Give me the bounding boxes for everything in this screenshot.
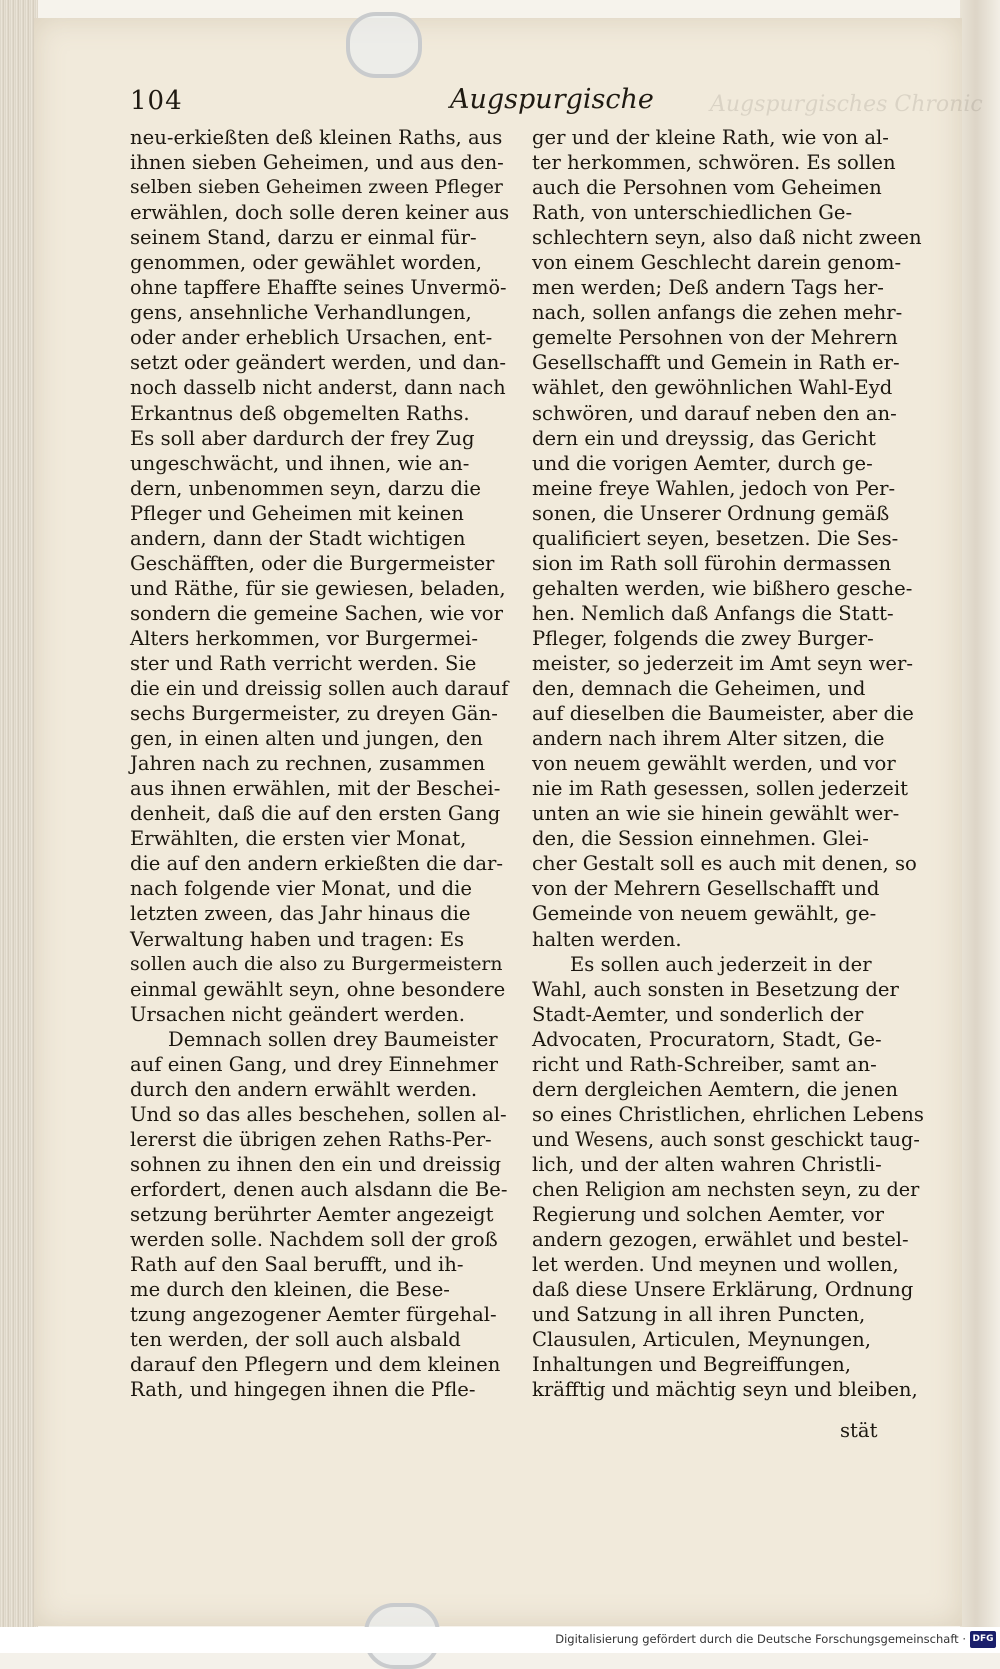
text-line: Gemeinde von neuem gewählt, ge- [532,902,877,926]
text-line: ger und der kleine Rath, wie von al- [532,126,889,149]
text-line: lich, und der alten wahren Christli- [532,1152,882,1176]
text-line: neu-erkießten deß kleinen Raths, aus [130,126,503,149]
text-line: nie im Rath gesessen, sollen jederzeit [532,777,909,801]
text-line: Und so das alles beschehen, sollen al- [130,1102,507,1126]
text-line: genommen, oder gewählet worden, [130,251,483,275]
page-number: 104 [130,86,183,116]
text-line: seinem Stand, darzu er einmal für- [130,226,477,250]
text-line: die ein und dreissig sollen auch darauf [130,677,509,701]
text-line: Rath auf den Saal berufft, und ih- [130,1253,464,1277]
text-line: tzung angezogener Aemter fürgehal- [130,1303,497,1327]
text-line: andern nach ihrem Alter sitzen, die [532,727,885,751]
text-line: daß diese Unsere Erklärung, Ordnung [532,1278,914,1302]
text-line: Advocaten, Procuratorn, Stadt, Ge- [532,1027,882,1051]
text-line: Rath, und hingegen ihnen die Pfle- [130,1378,476,1402]
text-line: Erwählten, die ersten vier Monat, [130,827,467,851]
text-line: ster und Rath verricht werden. Sie [130,651,477,675]
text-line: Pfleger und Geheimen mit keinen [130,501,464,525]
text-column-left [130,125,510,1402]
text-line: Demnach sollen drey Baumeister [168,1027,498,1051]
text-line: denheit, daß die auf den ersten Gang [130,802,501,826]
text-line: me durch den kleinen, die Bese- [130,1278,450,1302]
text-line: sonen, die Unserer Ordnung gemäß [532,501,890,525]
text-line: schlechtern seyn, also daß nicht zween [532,226,922,250]
text-line: Geschäfften, oder die Burgermeister [130,551,495,575]
text-line: dern ein und dreyssig, das Gericht [532,426,876,450]
text-line: und Wesens, auch sonst geschickt taug- [532,1127,920,1151]
text-line: andern gezogen, erwählet und bestel- [532,1228,909,1252]
text-line: noch dasselb nicht anderst, dann nach [130,376,506,400]
text-line: sion im Rath soll fürohin dermassen [532,551,892,575]
text-line: gens, ansehnliche Verhandlungen, [130,301,472,325]
text-line: richt und Rath-Schreiber, samt an- [532,1052,877,1076]
text-line: Inhaltungen und Begreiffungen, [532,1353,851,1377]
dfg-logo-icon: DFG [970,1631,996,1648]
text-line: kräfftig und mächtig seyn und bleiben, [532,1378,918,1402]
text-line: Es sollen auch jederzeit in der [570,952,872,976]
text-line: den, demnach die Geheimen, und [532,677,866,701]
text-line: hen. Nemlich daß Anfangs die Statt- [532,601,894,625]
text-line: und Räthe, für sie gewiesen, beladen, [130,576,506,600]
text-line: Alters herkommen, vor Burgermei- [130,626,479,650]
text-line: Gesellschafft und Gemein in Rath er- [532,351,900,375]
text-line: einmal gewählt seyn, ohne besondere [130,977,506,1001]
text-line: sondern die gemeine Sachen, wie vor [130,601,503,625]
text-line: wählet, den gewöhnlichen Wahl-Eyd [532,376,893,400]
page-stack-edge [0,0,38,1653]
text-line: Es soll aber dardurch der frey Zug [130,426,475,450]
text-line: andern, dann der Stadt wichtigen [130,526,466,550]
text-line: schwören, und darauf neben den an- [532,401,897,425]
text-line: den, die Session einnehmen. Glei- [532,827,869,851]
text-line: let werden. Und meynen und wollen, [532,1253,899,1277]
text-line: selben sieben Geheimen zween Pfleger [130,177,503,199]
text-line: ungeschwächt, und ihnen, wie an- [130,451,470,475]
text-line: letzten zween, das Jahr hinaus die [130,902,471,926]
bleed-through-text: Augspurgisches Chronic [710,92,983,117]
text-line: unten an wie sie hinein gewählt wer- [532,802,900,826]
text-line: Clausulen, Articulen, Meynungen, [532,1328,871,1352]
running-title: Augspurgische [450,84,654,115]
text-line: auch die Persohnen vom Geheimen [532,176,882,200]
text-line: cher Gestalt soll es auch mit denen, so [532,852,917,876]
book-right-edge [960,0,1000,1653]
text-line: Stadt-Aemter, und sonderlich der [532,1002,864,1026]
text-line: ter herkommen, schwören. Es sollen [532,151,896,175]
text-line: setzung berührter Aemter angezeigt [130,1203,494,1227]
text-line: Pfleger, folgends die zwey Burger- [532,626,874,650]
text-line: qualificiert seyen, besetzen. Die Ses- [532,526,899,550]
text-line: von der Mehrern Gesellschafft und [532,877,880,901]
text-line: gen, in einen alten und jungen, den [130,727,483,751]
text-line: gemelte Persohnen von der Mehrern [532,326,898,350]
text-line: halten werden. [532,927,682,951]
text-line: Wahl, auch sonsten in Besetzung der [532,977,899,1001]
text-line: darauf den Pflegern und dem kleinen [130,1353,501,1377]
page-header [130,84,983,126]
text-line: nach folgende vier Monat, und die [130,877,472,901]
text-line: meine freye Wahlen, jedoch von Per- [532,476,896,500]
text-line: gehalten werden, wie bißhero gesche- [532,576,913,600]
page-clip-top [346,12,422,78]
text-line: auf dieselben die Baumeister, aber die [532,702,914,726]
text-line: dern dergleichen Aemtern, die jenen [532,1077,898,1101]
footer-bar [0,1627,1000,1653]
text-line: Ursachen nicht geändert werden. [130,1002,465,1026]
text-line: Rath, von unterschiedlichen Ge- [532,201,853,225]
text-line: aus ihnen erwählen, mit der Beschei- [130,777,501,801]
text-line: chen Religion am nechsten seyn, zu der [532,1177,920,1201]
text-line: meister, so jederzeit im Amt seyn wer- [532,651,914,675]
text-line: nach, sollen anfangs die zehen mehr- [532,301,903,325]
text-line: und die vorigen Aemter, durch ge- [532,451,873,475]
text-line: Regierung und solchen Aemter, vor [532,1203,884,1227]
text-line: oder ander erheblich Ursachen, ent- [130,326,493,350]
text-line: sechs Burgermeister, zu dreyen Gän- [130,702,498,726]
text-line: sohnen zu ihnen den ein und dreissig [130,1152,502,1176]
text-line: Erkantnus deß obgemelten Raths. [130,401,470,425]
text-line: dern, unbenommen seyn, darzu die [130,476,481,500]
text-line: men werden; Deß andern Tags her- [532,276,884,300]
text-line: ohne tapffere Ehaffte seines Unvermö- [130,276,507,300]
text-line: ten werden, der soll auch alsbald [130,1328,461,1352]
text-line: von neuem gewählt werden, und vor [532,752,896,776]
text-line: sollen auch die also zu Burgermeistern [130,953,503,975]
text-line: so eines Christlichen, ehrlichen Lebens [532,1102,924,1126]
text-line: erwählen, doch solle deren keiner aus [130,201,510,225]
text-line: Verwaltung haben und tragen: Es [130,927,465,951]
text-line: erfordert, denen auch alsdann die Be- [130,1177,508,1201]
text-line: lererst die übrigen zehen Raths-Per- [130,1127,492,1151]
text-line: setzt oder geändert werden, und dan- [130,351,506,375]
text-line: Jahren nach zu rechnen, zusammen [130,752,486,776]
text-line: die auf den andern erkießten die dar- [130,852,503,876]
text-line: und Satzung in all ihren Puncten, [532,1303,866,1327]
text-column-right [532,125,924,1402]
text-line: durch den andern erwählt werden. [130,1077,478,1101]
text-line: ihnen sieben Geheimen, und aus den- [130,151,504,175]
catchword: stät [840,1419,878,1442]
text-line: auf einen Gang, und drey Einnehmer [130,1052,499,1076]
footer-credit: Digitalisierung gefördert durch die Deutsche Forschungsgemeinschaft · [555,1632,966,1646]
text-line: von einem Geschlecht darein genom- [532,251,902,275]
text-line: werden solle. Nachdem soll der groß [130,1228,498,1252]
